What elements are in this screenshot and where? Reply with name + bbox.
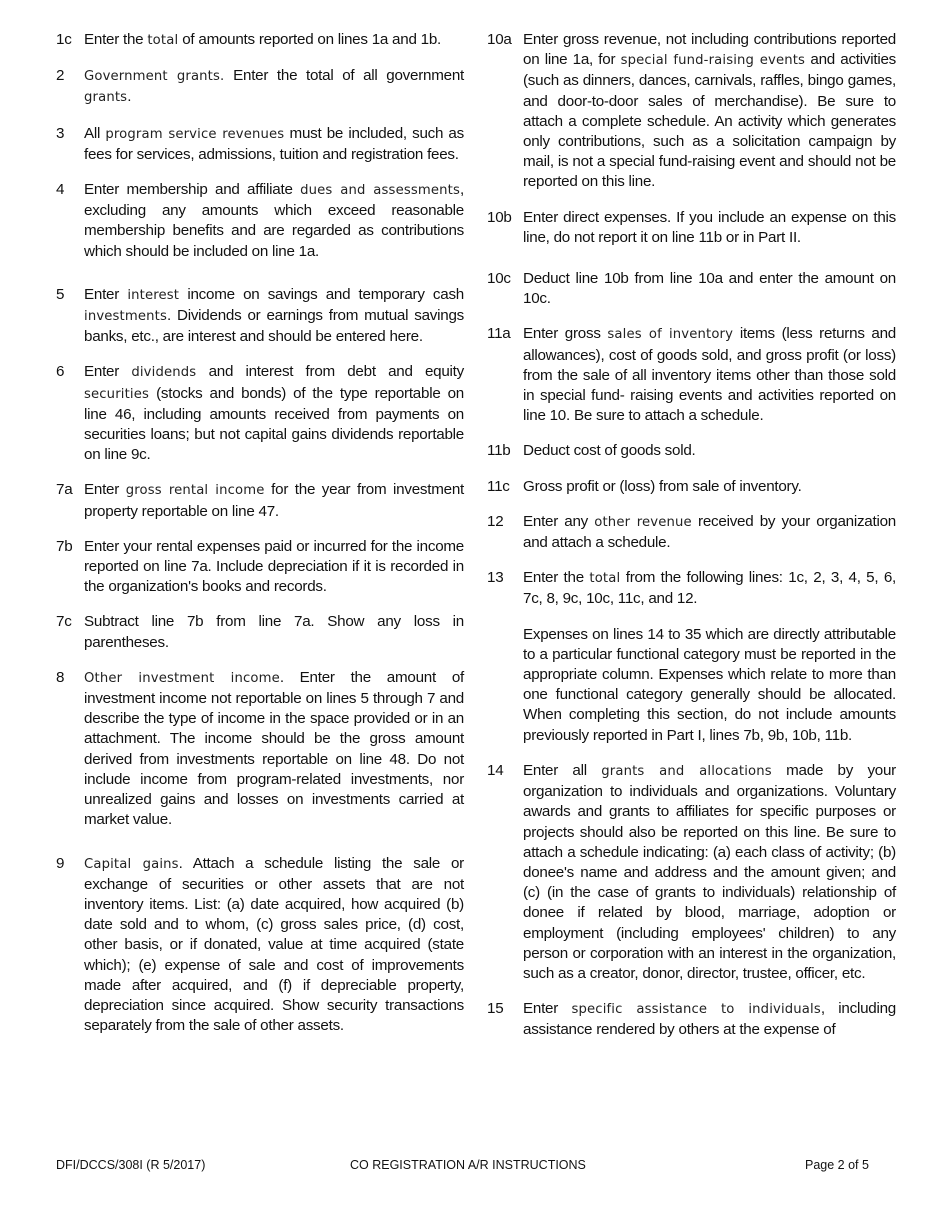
instruction-text [84, 285, 464, 348]
key-term: interest [127, 287, 180, 303]
instruction-text [523, 30, 896, 193]
instruction-text [523, 269, 896, 309]
key-term: gross rental income [125, 483, 265, 499]
instruction-item [487, 208, 896, 248]
line-number: 11c [487, 477, 510, 495]
instruction-item [56, 124, 464, 165]
key-term: total [147, 33, 179, 48]
line-number: 8 [56, 668, 65, 686]
key-term: other revenue [594, 514, 692, 530]
text-segment: All [84, 124, 106, 142]
line-number: 2 [56, 67, 65, 85]
line-number: 11a [487, 325, 511, 343]
instruction-item [487, 324, 896, 426]
instruction-item [487, 999, 896, 1040]
key-term: investments [84, 309, 167, 325]
text-segment: Enter [523, 1000, 572, 1018]
text-segment: . Enter the amount of investment income not reportable on lines 5 through 7 and describe the type of income in the space provided or in an attachment. The income should be the gross amount derived from investments reportable on line 48. Do not include income from program-related investments, nor unrealized gains and losses on investments carried at market value. [84, 668, 464, 829]
key-term: Government grants. [84, 69, 225, 85]
instruction-text [84, 180, 464, 262]
instruction-text [523, 999, 896, 1040]
instruction-item [56, 362, 464, 465]
line-number: 5 [56, 285, 65, 303]
text-segment: Enter the [523, 569, 590, 587]
line-number: 3 [56, 124, 65, 142]
line-number: 7b [56, 537, 73, 555]
instruction-text [84, 30, 464, 51]
instruction-text [84, 66, 464, 108]
text-segment: . Attach a schedule listing the sale or exchange of securities or other assets that are not inventory items. List: (a) date acquired, how acquired (b) date sold and to whom, (c) gross sales price, (d) cost, other basis, or if donated, value at time acquired (state which); (e) expense of sale and cost of improvements made after acquired, and (f) if depreciable property, depreciation since acquired. Show security transactions separately from the sale of other assets. [84, 854, 464, 1035]
instruction-text [84, 362, 464, 465]
text-segment: , including assistance rendered by others at the expense of [523, 1000, 896, 1039]
instruction-item [487, 512, 896, 553]
text-segment: Enter gross [523, 325, 608, 343]
instruction-text [523, 324, 896, 426]
instruction-item [487, 30, 896, 193]
text-segment: made by your organization to individuals and organizations. Voluntary awards and grants to affiliates for specific purposes or projects should also be reported on this line. Be sure to attach a schedule indicating: (a) each class of activity; (b) donee's name and address and the amount given; and (c) (in the case of grants to individuals) relationship of donee if related by blood, marriage, adoption or employment (including employees' children) to any person or corporation with an interest in the organization, such as a creator, donor, director, trustee, officer, etc. [523, 761, 896, 982]
key-term: dues and assessments [300, 183, 460, 199]
text-segment: from the following lines: 1c, 2, 3, 4, 5, 6, 7c, 8, 9c, 10c, 11c, and 12. [523, 569, 897, 608]
text-segment: . [127, 88, 132, 106]
text-segment: Enter [84, 481, 126, 499]
line-number: 10b [487, 208, 512, 226]
instruction-item [56, 66, 464, 108]
text-segment: Subtract line 7b from line 7a. Show any loss in parentheses. [84, 613, 464, 651]
line-number: 10a [487, 31, 512, 48]
instruction-text [523, 512, 896, 553]
instruction-text [84, 537, 464, 598]
text-segment: . Dividends or earnings from mutual savings banks, etc., are interest and should be entered here. [84, 307, 464, 346]
line-number: 7c [56, 613, 72, 631]
key-term: grants and allocations [601, 763, 772, 779]
text-segment: Gross profit or (loss) from sale of inventory. [523, 477, 802, 495]
instruction-item [56, 668, 464, 831]
instruction-item [487, 477, 896, 497]
line-number: 1c [56, 31, 72, 48]
text-segment: and interest from debt and equity [196, 363, 464, 381]
instruction-text [523, 477, 896, 497]
instruction-item [56, 480, 464, 521]
instruction-text [523, 208, 896, 248]
text-segment: received by your organization and attach a schedule. [523, 512, 896, 552]
instruction-text [84, 612, 464, 652]
key-term: special fund-raising events [620, 53, 806, 69]
instruction-item [56, 854, 464, 1037]
text-segment: Enter any [523, 512, 595, 530]
key-term: grants [84, 90, 128, 106]
key-term: program service revenues [105, 126, 285, 142]
text-segment: Enter gross revenue, not including contributions reported on line 1a, for [523, 31, 896, 69]
instruction-item [487, 269, 896, 309]
text-segment: Deduct line 10b from line 10a and enter the amount on 10c. [523, 270, 896, 308]
right-column-items-bottom [487, 761, 896, 1041]
instruction-text [523, 441, 896, 461]
text-segment: Enter [84, 285, 128, 303]
line-number: 12 [487, 512, 504, 530]
instruction-item [56, 537, 464, 598]
text-segment: must be included, such as fees for services, admissions, tuition and registration fees. [84, 124, 464, 163]
text-segment: Enter the total of all government [224, 67, 464, 85]
text-segment: Enter [84, 363, 132, 381]
instruction-text [84, 854, 464, 1037]
instruction-text [84, 480, 464, 521]
right-column [487, 30, 896, 1056]
text-segment: and activities (such as dinners, dances, carnivals, raffles, bingo games, and door-to-door sales of merchandise). Be sure to attach a complete schedule. An activity which generates only contributions, such as a solicitation campaign by mail, is not a special fund-raising event and should not be reported on this line. [523, 51, 896, 191]
instruction-item [487, 568, 896, 609]
text-segment: (stocks and bonds) of the type reportable on line 46, including amounts received from payments on securities loans; but not capital gains dividends reportable on line 9c. [84, 384, 464, 464]
line-number: 7a [56, 481, 73, 499]
text-segment: of amounts reported on lines 1a and 1b. [178, 31, 441, 48]
text-segment: for the year from investment property reportable on line 47. [84, 481, 464, 520]
footer-form-id: DFI/DCCS/308I (R 5/2017) [56, 1158, 206, 1172]
line-number: 14 [487, 761, 504, 779]
instruction-text [84, 668, 464, 831]
line-number: 10c [487, 270, 511, 288]
footer-page-number: Page 2 of 5 [805, 1158, 869, 1172]
text-segment: income on savings and temporary cash [179, 285, 464, 303]
key-term: Capital gains [84, 856, 179, 872]
key-term: sales of inventory [607, 327, 734, 343]
instruction-text [523, 568, 896, 609]
text-segment: Enter direct expenses. If you include an expense on this line, do not report it on line 11b or in Part II. [523, 208, 896, 246]
text-segment: Enter all [523, 761, 602, 779]
key-term: securities [84, 386, 149, 402]
line-number: 9 [56, 854, 65, 872]
line-number: 6 [56, 363, 65, 381]
instruction-item [487, 441, 896, 461]
key-term: Other investment income [84, 670, 280, 686]
line-number: 13 [487, 569, 504, 587]
line-number: 4 [56, 181, 65, 199]
right-column-items-top [487, 30, 896, 610]
instruction-item [487, 761, 896, 984]
text-segment: items (less returns and allowances), cost of goods sold, and gross profit (or loss) from the sale of all inventory items other than those sold in special fund- raising events and activities reported on line 10. Be sure to attach a schedule. [523, 325, 896, 425]
text-segment: Enter your rental expenses paid or incurred for the income reported on line 7a. Include depreciation if it is recorded in the organization's books and records. [84, 537, 464, 596]
text-segment: Enter the [84, 31, 148, 48]
instruction-item [56, 285, 464, 348]
instruction-item [56, 180, 464, 262]
expenses-instructions-paragraph: Expenses on lines 14 to 35 which are directly attributable to a particular functional category must be reported in the appropriate column. Expenses which relate to more than one functional category generally should be allocated. When completing this section, do not include amounts previously reported in Part I, lines 7b, 9b, 10b, 11b. [523, 625, 896, 744]
text-segment: Enter membership and affiliate [84, 181, 301, 199]
key-term: dividends [131, 365, 197, 381]
text-segment: , excluding any amounts which exceed reasonable membership benefits and are regarded as contributions which should be included on line 1a. [84, 181, 464, 260]
instruction-item [56, 612, 464, 652]
text-segment: Deduct cost of goods sold. [523, 442, 696, 460]
key-term: specific assistance to individuals [571, 1002, 821, 1018]
left-column [56, 30, 464, 1051]
instruction-text [523, 761, 896, 984]
footer-title: CO REGISTRATION A/R INSTRUCTIONS [350, 1158, 586, 1172]
line-number: 15 [487, 1000, 504, 1018]
line-number: 11b [487, 442, 511, 460]
instruction-item [56, 30, 464, 51]
instruction-text [84, 124, 464, 165]
key-term: total [589, 571, 621, 587]
